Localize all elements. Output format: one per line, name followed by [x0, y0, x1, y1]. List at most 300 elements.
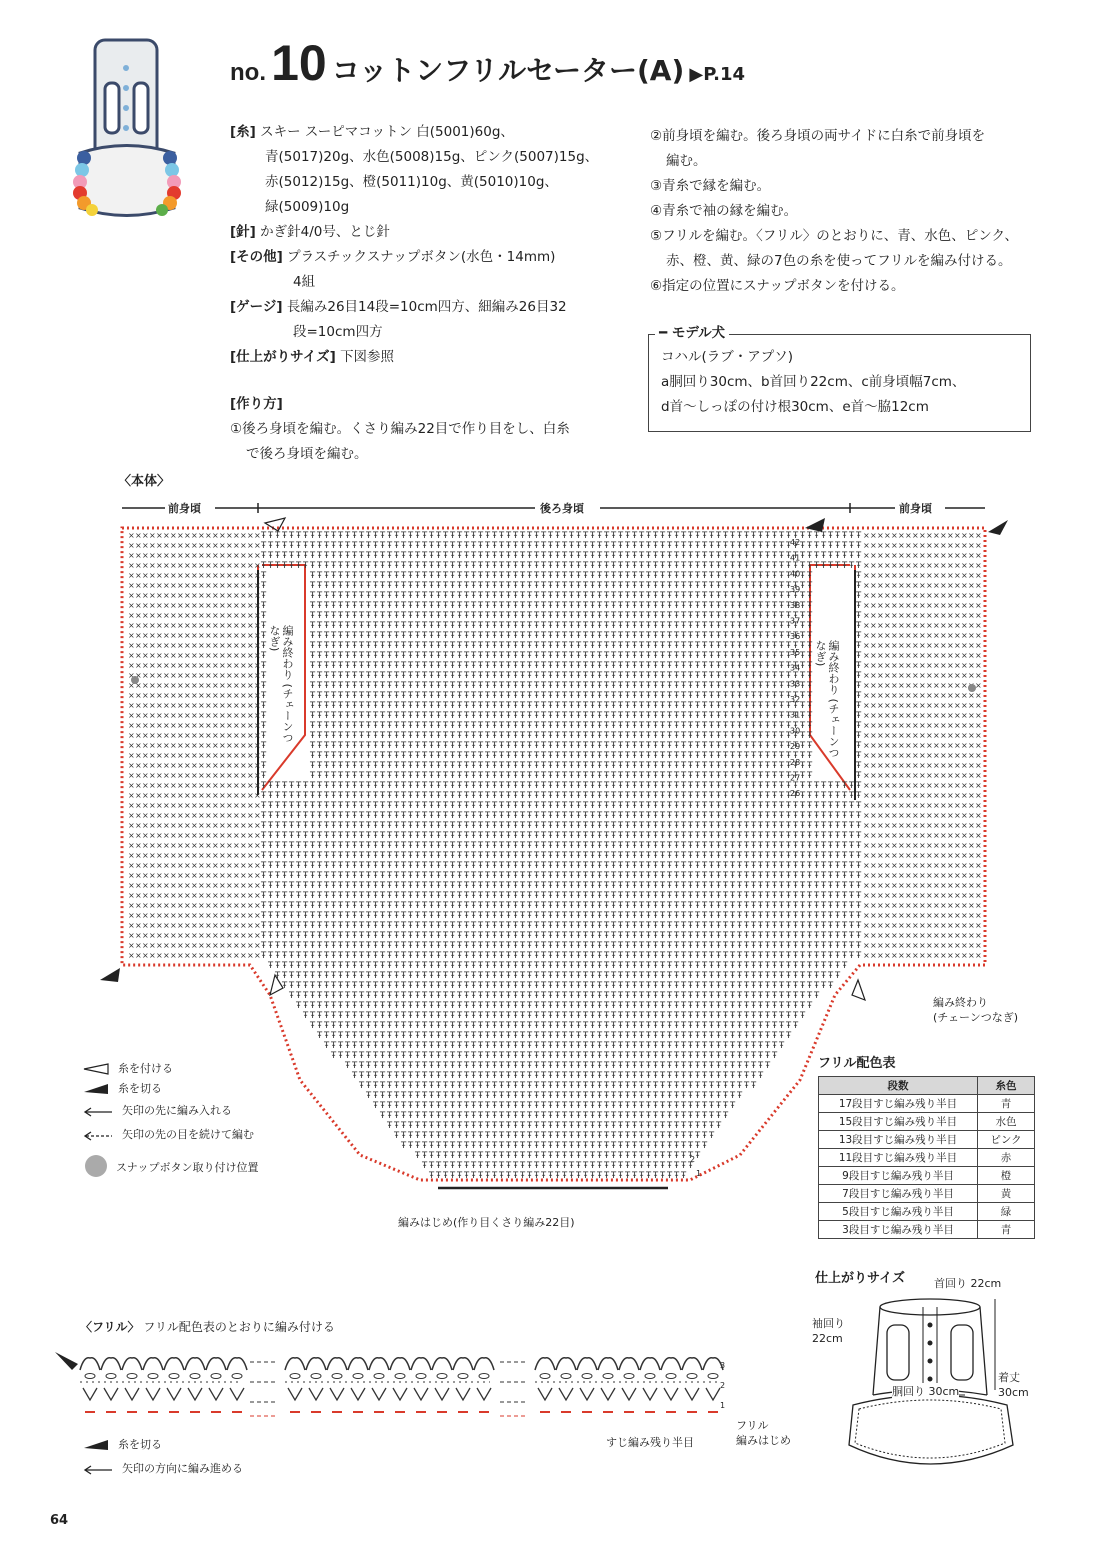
stitch-mark: Ŧ	[477, 731, 484, 741]
stitch-mark: Ŧ	[554, 701, 561, 711]
stitch-mark: ×	[240, 571, 247, 580]
stitch-mark: Ŧ	[764, 641, 771, 651]
stitch-mark: ×	[870, 561, 877, 570]
stitch-mark: ×	[891, 771, 898, 780]
stitch-mark: Ŧ	[855, 841, 862, 851]
stitch-mark: Ŧ	[302, 821, 309, 831]
stitch-mark: Ŧ	[449, 561, 456, 571]
stitch-mark: ×	[961, 921, 968, 930]
stitch-mark: Ŧ	[575, 721, 582, 731]
stitch-mark: Ŧ	[855, 671, 862, 681]
stitch-mark: Ŧ	[267, 841, 274, 851]
stitch-mark: ×	[254, 531, 261, 540]
stitch-mark: Ŧ	[449, 801, 456, 811]
stitch-mark: Ŧ	[379, 551, 386, 561]
stitch-mark: Ŧ	[505, 811, 512, 821]
stitch-mark: Ŧ	[806, 781, 813, 791]
stitch-mark: Ŧ	[463, 851, 470, 861]
stitch-mark: Ŧ	[841, 871, 848, 881]
stitch-mark: Ŧ	[386, 621, 393, 631]
stitch-mark: Ŧ	[449, 941, 456, 951]
stitch-mark: Ŧ	[820, 921, 827, 931]
stitch-mark: Ŧ	[624, 541, 631, 551]
stitch-mark: Ŧ	[456, 781, 463, 791]
stitch-mark: ×	[205, 531, 212, 540]
stitch-mark: Ŧ	[610, 731, 617, 741]
stitch-mark: ×	[135, 801, 142, 810]
stitch-mark: Ŧ	[519, 751, 526, 761]
stitch-mark: ×	[233, 621, 240, 630]
stitch-mark: ×	[247, 531, 254, 540]
stitch-mark: Ŧ	[568, 641, 575, 651]
stitch-mark: ×	[135, 851, 142, 860]
stitch-mark: Ŧ	[449, 701, 456, 711]
stitch-mark: Ŧ	[631, 721, 638, 731]
stitch-mark: Ŧ	[645, 621, 652, 631]
stitch-mark: ×	[247, 881, 254, 890]
stitch-mark: Ŧ	[498, 661, 505, 671]
stitch-mark: Ŧ	[764, 891, 771, 901]
stitch-mark: Ŧ	[561, 671, 568, 681]
stitch-mark: Ŧ	[806, 851, 813, 861]
stitch-mark: Ŧ	[477, 791, 484, 801]
stitch-mark: Ŧ	[792, 801, 799, 811]
stitch-mark: Ŧ	[610, 881, 617, 891]
stitch-mark: ×	[177, 571, 184, 580]
stitch-mark: Ŧ	[778, 701, 785, 711]
stitch-mark: Ŧ	[729, 871, 736, 881]
stitch-mark: Ŧ	[547, 661, 554, 671]
stitch-mark: Ŧ	[757, 851, 764, 861]
stitch-mark: ×	[240, 731, 247, 740]
stitch-mark: Ŧ	[505, 941, 512, 951]
stitch-mark: Ŧ	[428, 891, 435, 901]
stitch-mark: Ŧ	[449, 531, 456, 541]
stitch-mark: ×	[212, 661, 219, 670]
stitch-mark: Ŧ	[540, 631, 547, 641]
stitch-mark: Ŧ	[428, 921, 435, 931]
stitch-mark: ×	[247, 631, 254, 640]
stitch-mark: Ŧ	[442, 691, 449, 701]
stitch-mark: Ŧ	[540, 571, 547, 581]
stitch-mark: Ŧ	[743, 941, 750, 951]
stitch-mark: ×	[212, 831, 219, 840]
stitch-mark: ×	[156, 531, 163, 540]
stitch-mark: Ŧ	[358, 671, 365, 681]
stitch-mark: Ŧ	[372, 861, 379, 871]
stitch-mark: Ŧ	[477, 741, 484, 751]
stitch-mark: Ŧ	[610, 951, 617, 961]
stitch-mark: Ŧ	[386, 771, 393, 781]
stitch-mark: ×	[877, 651, 884, 660]
stitch-mark: Ŧ	[589, 911, 596, 921]
stitch-mark: Ŧ	[673, 611, 680, 621]
stitch-mark: Ŧ	[680, 901, 687, 911]
stitch-mark: ×	[975, 911, 982, 920]
stitch-mark: Ŧ	[750, 681, 757, 691]
stitch-mark: Ŧ	[512, 871, 519, 881]
stitch-mark: Ŧ	[393, 911, 400, 921]
yarn-line-3: 赤(5012)15g、橙(5011)10g、黄(5010)10g、	[230, 170, 630, 195]
stitch-mark: Ŧ	[806, 821, 813, 831]
stitch-mark: Ŧ	[442, 881, 449, 891]
stitch-mark: ×	[219, 761, 226, 770]
stitch-mark: Ŧ	[330, 851, 337, 861]
stitch-mark: Ŧ	[540, 871, 547, 881]
stitch-mark: ×	[870, 681, 877, 690]
stitch-mark: Ŧ	[463, 591, 470, 601]
stitch-mark: ×	[149, 911, 156, 920]
stitch-mark: ×	[884, 611, 891, 620]
stitch-mark: Ŧ	[477, 751, 484, 761]
stitch-mark: ×	[198, 531, 205, 540]
stitch-mark: Ŧ	[701, 651, 708, 661]
stitch-mark: ×	[954, 921, 961, 930]
stitch-mark: Ŧ	[554, 901, 561, 911]
stitch-mark: ×	[240, 611, 247, 620]
stitch-mark: Ŧ	[792, 651, 799, 661]
stitch-mark: ×	[870, 781, 877, 790]
stitch-mark: Ŧ	[260, 851, 267, 861]
stitch-mark: ×	[247, 641, 254, 650]
stitch-mark: ×	[156, 541, 163, 550]
stitch-mark: Ŧ	[400, 721, 407, 731]
stitch-mark: Ŧ	[435, 701, 442, 711]
stitch-mark: ×	[919, 701, 926, 710]
stitch-mark: ×	[128, 611, 135, 620]
stitch-mark: Ŧ	[582, 731, 589, 741]
stitch-mark: Ŧ	[400, 921, 407, 931]
stitch-mark: ×	[212, 881, 219, 890]
stitch-mark: Ŧ	[316, 901, 323, 911]
stitch-mark: ×	[954, 621, 961, 630]
stitch-mark: Ŧ	[288, 861, 295, 871]
stitch-mark: Ŧ	[491, 531, 498, 541]
stitch-mark: Ŧ	[645, 731, 652, 741]
stitch-mark: Ŧ	[729, 641, 736, 651]
stitch-mark: Ŧ	[596, 751, 603, 761]
stitch-mark: Ŧ	[484, 841, 491, 851]
stitch-mark: Ŧ	[834, 801, 841, 811]
stitch-mark: Ŧ	[351, 731, 358, 741]
stitch-mark: Ŧ	[687, 781, 694, 791]
stitch-mark: Ŧ	[694, 741, 701, 751]
stitch-mark: Ŧ	[337, 821, 344, 831]
stitch-mark: ×	[226, 851, 233, 860]
stitch-mark: Ŧ	[351, 541, 358, 551]
stitch-mark: Ŧ	[372, 531, 379, 541]
stitch-mark: ×	[135, 841, 142, 850]
stitch-mark: Ŧ	[694, 911, 701, 921]
stitch-mark: ×	[233, 591, 240, 600]
stitch-mark: Ŧ	[652, 571, 659, 581]
stitch-mark: Ŧ	[792, 661, 799, 671]
stitch-mark: Ŧ	[407, 911, 414, 921]
stitch-mark: Ŧ	[596, 931, 603, 941]
stitch-mark: Ŧ	[659, 901, 666, 911]
stitch-mark: Ŧ	[813, 891, 820, 901]
stitch-mark: ×	[898, 941, 905, 950]
stitch-mark: Ŧ	[435, 631, 442, 641]
stitch-mark: ×	[198, 621, 205, 630]
stitch-mark: Ŧ	[330, 871, 337, 881]
stitch-mark: Ŧ	[722, 651, 729, 661]
stitch-mark: ×	[898, 681, 905, 690]
stitch-mark: ×	[163, 871, 170, 880]
stitch-mark: ×	[898, 581, 905, 590]
stitch-mark: Ŧ	[638, 811, 645, 821]
stitch-mark: Ŧ	[449, 581, 456, 591]
stitch-mark: Ŧ	[722, 571, 729, 581]
stitch-mark: Ŧ	[750, 781, 757, 791]
stitch-mark: ×	[975, 781, 982, 790]
stitch-mark: Ŧ	[554, 651, 561, 661]
stitch-mark: ×	[219, 631, 226, 640]
stitch-mark: Ŧ	[351, 911, 358, 921]
stitch-mark: Ŧ	[365, 931, 372, 941]
stitch-mark: Ŧ	[512, 811, 519, 821]
stitch-mark: Ŧ	[561, 531, 568, 541]
stitch-mark: ×	[177, 791, 184, 800]
stitch-mark: Ŧ	[554, 821, 561, 831]
stitch-mark: Ŧ	[330, 551, 337, 561]
stitch-mark: ×	[947, 811, 954, 820]
stitch-mark: Ŧ	[596, 531, 603, 541]
stitch-mark: ×	[919, 891, 926, 900]
stitch-mark: Ŧ	[365, 791, 372, 801]
stitch-mark: ×	[975, 591, 982, 600]
stitch-mark: Ŧ	[393, 861, 400, 871]
stitch-mark: Ŧ	[344, 551, 351, 561]
stitch-mark: ×	[198, 761, 205, 770]
stitch-mark: Ŧ	[435, 911, 442, 921]
stitch-mark: Ŧ	[414, 801, 421, 811]
stitch-mark: ×	[884, 891, 891, 900]
stitch-mark: Ŧ	[736, 561, 743, 571]
stitch-mark: Ŧ	[505, 551, 512, 561]
stitch-mark: Ŧ	[575, 581, 582, 591]
stitch-mark: ×	[212, 631, 219, 640]
stitch-mark: Ŧ	[449, 721, 456, 731]
stitch-mark: Ŧ	[708, 641, 715, 651]
stitch-mark: ×	[177, 681, 184, 690]
stitch-mark: ×	[149, 711, 156, 720]
stitch-mark: ×	[905, 661, 912, 670]
stitch-mark: Ŧ	[519, 911, 526, 921]
stitch-mark: Ŧ	[694, 731, 701, 741]
model-dog-label: ━ モデル犬	[655, 321, 729, 346]
stitch-mark: ×	[884, 691, 891, 700]
stitch-mark: Ŧ	[806, 881, 813, 891]
stitch-mark: ×	[905, 901, 912, 910]
stitch-mark: Ŧ	[414, 731, 421, 741]
stitch-mark: Ŧ	[757, 671, 764, 681]
stitch-mark: ×	[177, 871, 184, 880]
stitch-mark: Ŧ	[519, 721, 526, 731]
stitch-mark: Ŧ	[400, 791, 407, 801]
stitch-mark: Ŧ	[792, 571, 799, 581]
stitch-mark: ×	[863, 651, 870, 660]
stitch-mark: Ŧ	[519, 791, 526, 801]
stitch-mark: Ŧ	[848, 941, 855, 951]
stitch-mark: Ŧ	[407, 551, 414, 561]
stitch-mark: Ŧ	[645, 931, 652, 941]
stitch-mark: ×	[163, 911, 170, 920]
stitch-mark: Ŧ	[771, 751, 778, 761]
stitch-mark: ×	[205, 771, 212, 780]
stitch-mark: Ŧ	[484, 611, 491, 621]
stitch-mark: Ŧ	[288, 851, 295, 861]
stitch-mark: ×	[961, 901, 968, 910]
stitch-mark: Ŧ	[358, 731, 365, 741]
stitch-mark: ×	[884, 661, 891, 670]
stitch-mark: Ŧ	[708, 901, 715, 911]
stitch-mark: ×	[191, 531, 198, 540]
stitch-mark: Ŧ	[673, 841, 680, 851]
stitch-mark: Ŧ	[610, 921, 617, 931]
stitch-mark: ×	[177, 661, 184, 670]
stitch-mark: Ŧ	[491, 581, 498, 591]
stitch-mark: ×	[205, 861, 212, 870]
stitch-mark: Ŧ	[722, 591, 729, 601]
stitch-mark: Ŧ	[666, 801, 673, 811]
stitch-mark: Ŧ	[491, 901, 498, 911]
stitch-mark: Ŧ	[505, 921, 512, 931]
stitch-mark: Ŧ	[316, 771, 323, 781]
stitch-mark: ×	[863, 821, 870, 830]
stitch-mark: Ŧ	[295, 541, 302, 551]
stitch-mark: Ŧ	[659, 551, 666, 561]
stitch-mark: Ŧ	[750, 921, 757, 931]
stitch-mark: Ŧ	[470, 581, 477, 591]
stitch-mark: Ŧ	[386, 581, 393, 591]
stitch-mark: Ŧ	[743, 881, 750, 891]
stitch-mark: Ŧ	[855, 661, 862, 671]
stitch-mark: Ŧ	[792, 911, 799, 921]
stitch-mark: ×	[947, 791, 954, 800]
stitch-mark: ×	[919, 731, 926, 740]
stitch-mark: Ŧ	[729, 651, 736, 661]
stitch-mark: ×	[968, 541, 975, 550]
stitch-mark: ×	[877, 631, 884, 640]
stitch-mark: Ŧ	[631, 531, 638, 541]
stitch-mark: Ŧ	[260, 821, 267, 831]
stitch-mark: Ŧ	[673, 731, 680, 741]
stitch-mark: ×	[135, 921, 142, 930]
stitch-mark: ×	[247, 661, 254, 670]
stitch-mark: Ŧ	[407, 571, 414, 581]
stitch-mark: Ŧ	[526, 921, 533, 931]
stitch-mark: Ŧ	[302, 931, 309, 941]
stitch-mark: Ŧ	[771, 631, 778, 641]
stitch-mark: Ŧ	[491, 951, 498, 961]
stitch-mark: Ŧ	[526, 781, 533, 791]
stitch-mark: ×	[135, 651, 142, 660]
stitch-mark: Ŧ	[631, 701, 638, 711]
stitch-mark: Ŧ	[771, 601, 778, 611]
stitch-mark: Ŧ	[428, 541, 435, 551]
stitch-mark: ×	[233, 821, 240, 830]
stitch-mark: Ŧ	[771, 741, 778, 751]
stitch-mark: Ŧ	[673, 861, 680, 871]
method-step5-line1: ⑤フリルを編む。〈フリル〉のとおりに、青、水色、ピンク、	[650, 224, 1070, 249]
stitch-mark: ×	[891, 891, 898, 900]
stitch-mark: Ŧ	[736, 831, 743, 841]
stitch-mark: Ŧ	[694, 861, 701, 871]
page-reference: ▶P.14	[689, 64, 745, 85]
stitch-mark: ×	[233, 801, 240, 810]
stitch-mark: ×	[870, 871, 877, 880]
stitch-mark: Ŧ	[344, 941, 351, 951]
stitch-mark: Ŧ	[638, 951, 645, 961]
stitch-mark: Ŧ	[596, 801, 603, 811]
stitch-mark: Ŧ	[526, 931, 533, 941]
stitch-mark: Ŧ	[645, 561, 652, 571]
stitch-mark: Ŧ	[400, 601, 407, 611]
stitch-mark: Ŧ	[484, 931, 491, 941]
stitch-mark: ×	[142, 561, 149, 570]
stitch-mark: ×	[142, 661, 149, 670]
stitch-mark: ×	[940, 711, 947, 720]
stitch-mark: Ŧ	[729, 911, 736, 921]
stitch-mark: ×	[884, 721, 891, 730]
stitch-mark: Ŧ	[428, 551, 435, 561]
stitch-mark: ×	[933, 851, 940, 860]
stitch-mark: Ŧ	[561, 571, 568, 581]
stitch-mark: Ŧ	[785, 821, 792, 831]
stitch-mark: Ŧ	[645, 791, 652, 801]
stitch-mark: ×	[156, 561, 163, 570]
stitch-mark: Ŧ	[589, 661, 596, 671]
stitch-mark: Ŧ	[785, 541, 792, 551]
stitch-mark: Ŧ	[659, 791, 666, 801]
stitch-mark: Ŧ	[855, 831, 862, 841]
stitch-mark: ×	[170, 531, 177, 540]
stitch-mark: Ŧ	[750, 851, 757, 861]
stitch-mark: Ŧ	[701, 791, 708, 801]
stitch-mark: Ŧ	[582, 821, 589, 831]
stitch-mark: Ŧ	[449, 861, 456, 871]
stitch-mark: Ŧ	[512, 591, 519, 601]
stitch-mark: Ŧ	[848, 801, 855, 811]
stitch-mark: Ŧ	[512, 741, 519, 751]
stitch-mark: Ŧ	[547, 751, 554, 761]
stitch-mark: ×	[135, 571, 142, 580]
stitch-mark: Ŧ	[743, 761, 750, 771]
stitch-mark: Ŧ	[785, 731, 792, 741]
stitch-mark: ×	[926, 541, 933, 550]
stitch-mark: Ŧ	[351, 791, 358, 801]
stitch-mark: Ŧ	[351, 821, 358, 831]
stitch-mark: Ŧ	[771, 931, 778, 941]
stitch-mark: Ŧ	[470, 531, 477, 541]
stitch-mark: Ŧ	[330, 681, 337, 691]
stitch-mark: Ŧ	[337, 641, 344, 651]
stitch-mark: ×	[968, 561, 975, 570]
stitch-mark: Ŧ	[778, 761, 785, 771]
stitch-mark: Ŧ	[673, 891, 680, 901]
stitch-mark: Ŧ	[414, 761, 421, 771]
stitch-mark: Ŧ	[603, 801, 610, 811]
stitch-mark: ×	[926, 841, 933, 850]
stitch-mark: Ŧ	[316, 721, 323, 731]
stitch-mark: Ŧ	[505, 631, 512, 641]
stitch-mark: Ŧ	[372, 791, 379, 801]
stitch-mark: ×	[905, 681, 912, 690]
stitch-mark: Ŧ	[659, 941, 666, 951]
stitch-mark: ×	[142, 731, 149, 740]
stitch-mark: ×	[954, 541, 961, 550]
